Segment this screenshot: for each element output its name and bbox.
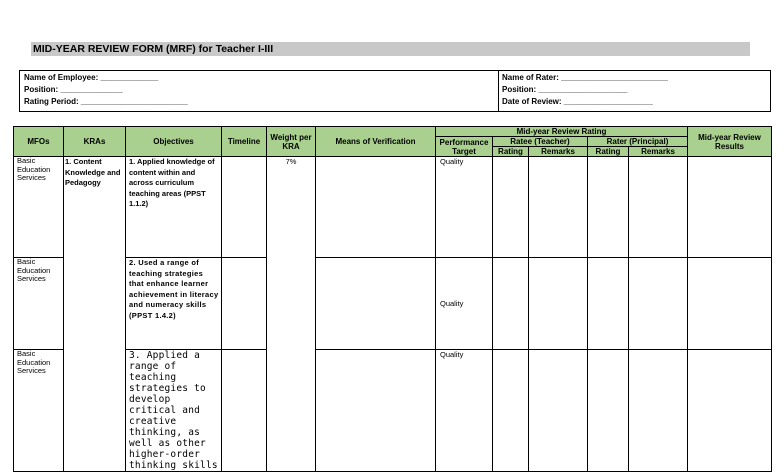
rater-remarks-cell[interactable] (629, 157, 688, 258)
performance-target-cell: Quality (436, 157, 493, 258)
header-performance-target: Performance Target (436, 137, 493, 157)
objective-cell: 2. Used a range of teaching strategies that enhance learner achievement in literacy and numeracy skills (PPST 1.4.2) (126, 258, 222, 350)
header-mfos: MFOs (14, 127, 64, 157)
rating-period-field[interactable]: Rating Period: ________________________ (24, 97, 188, 106)
means-cell[interactable] (316, 157, 436, 258)
ratee-rating-cell[interactable] (493, 258, 529, 350)
table-row (14, 157, 772, 258)
rater-rating-cell[interactable] (588, 350, 629, 472)
performance-target-cell: Quality (436, 258, 493, 350)
rater-remarks-cell[interactable] (629, 258, 688, 350)
timeline-cell[interactable] (222, 258, 267, 350)
employee-info-box (19, 70, 771, 112)
objective-cell: 1. Applied knowledge of content within and across curriculum teaching areas (PPST 1.1.2) (126, 157, 222, 258)
header-ratee-remarks: Remarks (529, 147, 588, 157)
header-midyear-rating: Mid-year Review Rating (436, 127, 688, 137)
header-rater-rating: Rating (588, 147, 629, 157)
header-kras: KRAs (64, 127, 126, 157)
rater-position-field[interactable]: Position: ____________________ (502, 85, 628, 94)
results-cell[interactable] (688, 350, 772, 472)
timeline-cell[interactable] (222, 157, 267, 258)
results-cell[interactable] (688, 157, 772, 258)
header-ratee: Ratee (Teacher) (493, 137, 588, 147)
rater-remarks-cell[interactable] (629, 350, 688, 472)
ratee-rating-cell[interactable] (493, 350, 529, 472)
review-table (13, 126, 772, 472)
form-title: MID-YEAR REVIEW FORM (MRF) for Teacher I-III (33, 43, 274, 55)
weight-cell: 7% (267, 157, 316, 472)
means-cell[interactable] (316, 258, 436, 350)
table-row (14, 258, 772, 350)
objective-cell: 3. Applied a range of teaching strategies to develop critical and creative thinking, as well as other higher-order thinking skills (126, 350, 222, 472)
date-of-review-field[interactable]: Date of Review: ____________________ (502, 97, 653, 106)
rater-rating-cell[interactable] (588, 258, 629, 350)
employee-position-field[interactable]: Position: ______________ (24, 85, 123, 94)
employee-name-field[interactable]: Name of Employee: _____________ (24, 73, 159, 82)
means-cell[interactable] (316, 350, 436, 472)
timeline-cell[interactable] (222, 350, 267, 472)
table-row (14, 350, 772, 472)
header-weight: Weight per KRA (267, 127, 316, 157)
rater-name-field[interactable]: Name of Rater: ________________________ (502, 73, 668, 82)
header-midyear-results: Mid-year Review Results (688, 127, 772, 157)
header-rater: Rater (Principal) (588, 137, 688, 147)
kra-cell: 1. Content Knowledge and Pedagogy (64, 157, 126, 472)
ratee-rating-cell[interactable] (493, 157, 529, 258)
ratee-remarks-cell[interactable] (529, 350, 588, 472)
performance-target-cell: Quality (436, 350, 493, 472)
header-ratee-rating: Rating (493, 147, 529, 157)
ratee-remarks-cell[interactable] (529, 258, 588, 350)
info-divider (498, 71, 499, 111)
mfo-cell: Basic Education Services (14, 350, 64, 472)
header-rater-remarks: Remarks (629, 147, 688, 157)
mfo-cell: Basic Education Services (14, 258, 64, 350)
ratee-remarks-cell[interactable] (529, 157, 588, 258)
header-timeline: Timeline (222, 127, 267, 157)
rater-rating-cell[interactable] (588, 157, 629, 258)
header-means-of-verification: Means of Verification (316, 127, 436, 157)
header-objectives: Objectives (126, 127, 222, 157)
results-cell[interactable] (688, 258, 772, 350)
mfo-cell: Basic Education Services (14, 157, 64, 258)
